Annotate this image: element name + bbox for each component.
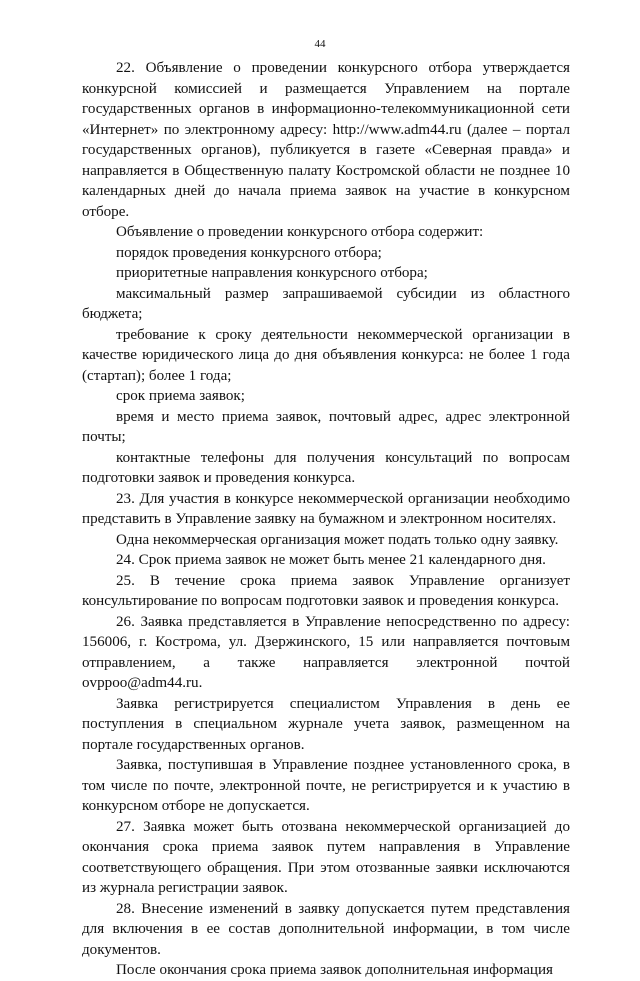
list-item-contacts: контактные телефоны для получения консультаций по вопросам подготовки заявок и проведения конкурса. (82, 449, 570, 486)
list-item-deadline: срок приема заявок; (116, 388, 245, 404)
list-item-max-subsidy: максимальный размер запрашиваемой субсидии из областного бюджета; (82, 285, 570, 322)
paragraph-23: 23. Для участия в конкурсе некоммерческой организации необходимо представить в Управление заявку на бумажном и электронном носителях. (82, 490, 570, 527)
list-item-procedure: порядок проведения конкурсного отбора; (116, 244, 382, 261)
list-item-term-requirement: требование к сроку деятельности некоммерческой организации в качестве юридического лица до дня объявления конкурса: не более 1 года (стартап); более 1 года; (82, 326, 570, 384)
paragraph-registration: Заявка регистрируется специалистом Управления в день ее поступления в специальном журнале учета заявок, размещенном на портале государственных органов. (82, 695, 570, 753)
page-number: 44 (314, 38, 326, 50)
paragraph-26: 26. Заявка представляется в Управление непосредственно по адресу: 156006, г. Кострома, ул. Дзержинского, 15 или направляется почтовым отправлением, а также направляется электронной почтой ovppoo@adm44.ru. (82, 613, 570, 691)
paragraph-22: 22. Объявление о проведении конкурсного отбора утверждается конкурсной комиссией и размещается Управлением на портале государственных органов в информационно-телекоммуникационной сети «Интернет» по электронному адресу: http://www.adm44.ru (далее – портал государственных органов), публикуется в газете «Северная правда» и направляется в Общественную палату Костромской области не позднее 10 календарных дней до начала приема заявок на участие в конкурсном отборе. (82, 60, 570, 220)
list-item-priorities: приоритетные направления конкурсного отбора; (116, 265, 428, 281)
paragraph-27: 27. Заявка может быть отозвана некоммерческой организацией до окончания срока приема заявок путем направления в Управление соответствующего обращения. При этом отозванные заявки исключаются из журнала регистрации заявок. (82, 818, 570, 896)
paragraph-one-application: Одна некоммерческая организация может подать только одну заявку. (116, 531, 559, 548)
paragraph-after-deadline: После окончания срока приема заявок дополнительная информация (116, 962, 553, 978)
paragraph-28: 28. Внесение изменений в заявку допускается путем представления для включения в ее состав дополнительной информации, в том числе документов. (82, 900, 570, 958)
paragraph-late-application: Заявка, поступившая в Управление позднее установленного срока, в том числе по почте, электронной почте, не регистрируется и к участию в конкурсном отборе не допускается. (82, 757, 570, 814)
paragraph-25: 25. В течение срока приема заявок Управление организует консультирование по вопросам подготовки заявок и проведения конкурса. (82, 572, 570, 609)
document-body (82, 58, 570, 981)
list-item-time-place: время и место приема заявок, почтовый адрес, адрес электронной почты; (82, 408, 570, 445)
paragraph-24: 24. Срок приема заявок не может быть менее 21 календарного дня. (116, 552, 546, 568)
paragraph-announcement-contents: Объявление о проведении конкурсного отбора содержит: (116, 224, 484, 240)
